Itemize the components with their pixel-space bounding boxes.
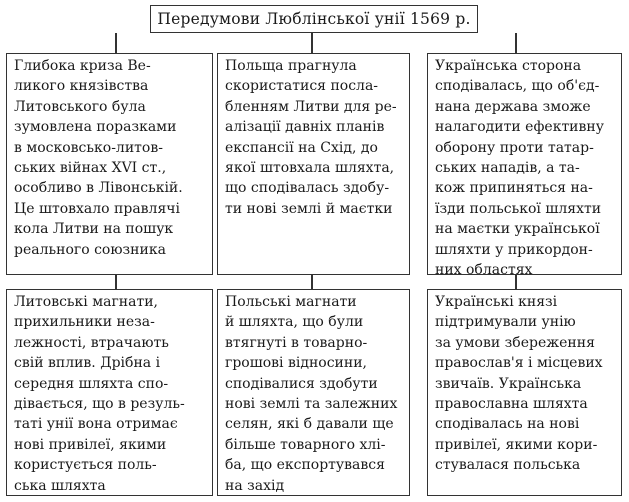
text-line: якої штовхала шляхта, — [225, 160, 395, 177]
text-line: ти нові землі й маєтки — [225, 200, 393, 217]
text-line: оборону проти татар- — [435, 139, 594, 156]
text-line: ликого князівства — [14, 78, 149, 95]
connector-line — [311, 33, 313, 53]
text-line: їзди польської шляхти — [435, 200, 602, 217]
text-line: на захід — [225, 477, 285, 494]
text-line: стувалася польська — [435, 457, 581, 474]
text-line: налагодити ефективну — [435, 119, 604, 136]
text-line: ба, що експортувався — [225, 457, 385, 474]
text-line: шляхти у прикордон- — [435, 241, 593, 258]
text-line: кож припиняться на- — [435, 180, 593, 197]
text-line: кола Литви на пошук — [14, 221, 174, 238]
text-line: Польща прагнула — [225, 58, 357, 74]
text-line: православна шляхта — [435, 396, 588, 413]
text-line: ська шляхта — [14, 477, 106, 494]
diagram-title: Передумови Люблінської унії 1569 р. — [157, 10, 471, 28]
text-line: грошові відносини, — [225, 355, 368, 372]
text-line: Польські магнати — [225, 294, 357, 310]
text-line: що сподівалась здобу- — [225, 180, 390, 197]
poland-prerequisite-box — [217, 53, 410, 275]
text-line: нові привілеї, якими — [14, 436, 167, 453]
text-line: скористатися посла- — [225, 78, 379, 95]
text-line: ських війнах XVI ст., — [14, 160, 167, 177]
text-line: нові землі та залежних — [225, 396, 398, 413]
text-line: лежності, втрачають — [14, 334, 169, 351]
text-line: ських нападів, а та- — [435, 160, 580, 177]
text-line: зумовлена поразками — [14, 119, 177, 136]
diagram-title-box — [150, 5, 478, 33]
text-line: сподівалися здобути — [225, 375, 378, 392]
lithuania-prerequisite-box — [6, 53, 213, 275]
text-line: експансії на Схід, до — [225, 139, 378, 156]
connector-line — [115, 33, 117, 53]
ukraine-nobility-box — [427, 289, 622, 496]
lithuania-nobility-box — [6, 289, 213, 496]
connector-line — [515, 33, 517, 53]
text-line: селян, які б давали ще — [225, 416, 394, 433]
text-line: Глибока криза Ве- — [14, 58, 151, 74]
text-line: бленням Литви для ре- — [225, 98, 397, 115]
text-line: Це штовхало правлячі — [14, 200, 181, 217]
text-line: сподівалась, що об'єд- — [435, 78, 600, 95]
text-line: дівається, що в резуль- — [14, 396, 185, 413]
text-line: реального союзника — [14, 241, 166, 258]
text-line: більше товарного хлі- — [225, 436, 386, 453]
text-line: свій вплив. Дрібна і — [14, 355, 161, 372]
connector-line — [311, 275, 313, 289]
text-line: звичаїв. Українська — [435, 375, 582, 392]
text-line: на маєтки української — [435, 221, 600, 238]
text-line: особливо в Лівонській. — [14, 180, 183, 197]
text-line: таті унії вона отримає — [14, 416, 178, 433]
text-line: втягнуті в товарно- — [225, 334, 368, 351]
text-line: підтримували унію — [435, 314, 576, 331]
text-line: в московсько-литов- — [14, 139, 163, 156]
text-line: Українська сторона — [435, 58, 582, 74]
text-line: за умови збереження — [435, 334, 595, 351]
ukraine-prerequisite-box — [427, 53, 622, 279]
text-line: алізації давніх планів — [225, 119, 385, 136]
connector-line — [115, 275, 117, 289]
text-line: користується поль- — [14, 457, 157, 474]
text-line: середня шляхта спо- — [14, 375, 169, 392]
text-line: Українські князі — [435, 294, 558, 310]
text-line: нана держава зможе — [435, 98, 591, 115]
text-line: привілеї, якими кори- — [435, 436, 598, 453]
text-line: Литовського була — [14, 98, 146, 115]
text-line: Литовські магнати, — [14, 294, 158, 310]
poland-nobility-box — [217, 289, 410, 496]
text-line: православ'я і місцевих — [435, 355, 603, 372]
text-line: сподівалась на нові — [435, 416, 580, 433]
text-line: й шляхта, що були — [225, 314, 364, 331]
text-line: них областях — [435, 262, 533, 279]
text-line: прихильники неза- — [14, 314, 155, 331]
